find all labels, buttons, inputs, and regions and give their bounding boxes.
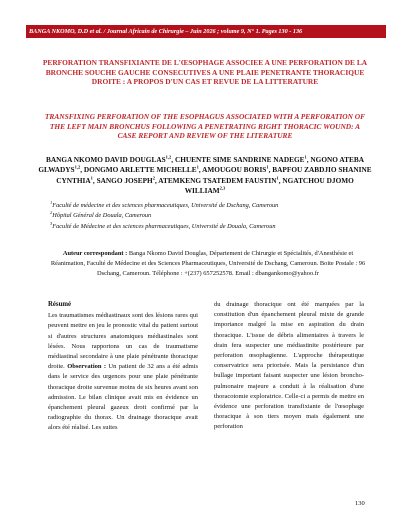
author-name: CHUENTE SIME SANDRINE NADEGE	[174, 155, 305, 164]
abstract-heading: Résumé	[48, 301, 72, 308]
observation-label: Observation :	[67, 363, 107, 371]
affiliation-text: Faculté de médecine et des sciences pharmaceutiques, Université de Dschang, Cameroun	[52, 202, 279, 209]
author-name: NGATCHOU DJOMO WILLIAM	[184, 175, 354, 195]
author-name: BAPFOU ZABDJIO SHANINE CYNTHIA	[56, 165, 372, 185]
page-number: 130	[355, 500, 365, 507]
affiliation-number: 1	[50, 199, 53, 205]
abstract-continuation: du drainage thoracique ont été marquées par la constitution d'un épanchement pleural mixte de grande importance malgré la mise en aspiration du drain thoracique. L'issue de débris alimentaires à travers le drain fera suspecter une médiastinite postérieure par perforation œsophagienne. L'approche thérapeutique conservatrice sera priorisée. Mais la persistance d'un bullage important faisant suspecter une lésion broncho-pulmonaire majeure a conduit à la réalisation d'une thoracotomie exploratrice. Celle-ci a permis de mettre en évidence une perforation transfixiante de l'œsophage thoracique à son tiers moyen mais également une perforation	[214, 301, 364, 431]
author-name: ATEMKENG TSATEDEM FAUSTIN	[158, 175, 277, 185]
author-separator: ,	[171, 155, 175, 164]
author-name: BANGA NKOMO DAVID DOUGLAS	[46, 155, 166, 164]
author-affiliation-marker: 1	[90, 175, 93, 181]
author-affiliation-marker: 1	[196, 164, 199, 170]
affiliation-number: 3	[50, 220, 53, 226]
affiliation-item	[50, 222, 370, 232]
affiliation-text: Faculté de Médecine et des sciences pharmaceutiques, Université de Douala, Cameroun	[52, 222, 276, 230]
author-affiliation-marker: 1,2	[165, 154, 172, 160]
author-affiliation-marker: 2,3	[219, 185, 226, 191]
author-affiliation-marker: 2	[152, 175, 155, 181]
author-separator: ,	[278, 175, 283, 185]
abstract-paragraph	[48, 311, 198, 433]
abstract-introduction: Les traumatismes médiastinaux sont des lésions rares qui peuvent mettre en jeu le pronostic vital du patient surtout si d'autres structures anatomiques médiastinales sont lésées. Nous rapportons un cas de traumatisme médiastinal secondaire à une plaie pénétrante thoracique droite.	[48, 312, 198, 371]
author-affiliation-marker: 1,2	[74, 164, 81, 170]
author-name: SANGO JOSEPH	[96, 175, 153, 185]
affiliation-number: 2	[50, 210, 53, 216]
corresponding-author-details: Banga Nkomo David Douglas, Département de Chirurgie et Spécialités, d'Anesthésie et Réanimation, Faculté de Médecine et des Sciences Pharmaceutiques, Université de Dschang, Cameroun. Boite Postale : 96 Dschang, Cameroun. Téléphone : +(237) 657252578. Email : dbangankomo@yahoo.fr	[50, 250, 366, 278]
author-separator: ,	[268, 165, 273, 175]
author-name: AMOUGOU BORIS	[202, 165, 267, 175]
abstract-left-column	[48, 300, 198, 434]
french-title: PERFORATION TRANSFIXIANTE DE L'ŒSOPHAGE ASSOCIEE A UNE PERFORATION DE LA BRONCHE SOUCHE GAUCHE CONSECUTIVES A UNE PLAIE PENETRANTE THORACIQUE DROITE : A PROPOS D'UN CAS ET REVUE DE LA LITTERATURE	[42, 58, 368, 87]
author-separator: ,	[198, 165, 203, 175]
author-separator: ,	[154, 175, 159, 185]
author-separator: ,	[306, 155, 311, 164]
affiliation-text: Hôpital Général de Douala, Cameroun	[52, 212, 152, 220]
affiliation-item	[50, 211, 370, 221]
observation-text: Un patient de 32 ans a été admis dans le service des urgences pour une plaie pénétrante thoracique droite survenue moins de six heures avant son admission. Le bilan clinique avait mis en évidence un épanchement pleural gazeux droit confirmé par la radiographie du thorax. Un drainage thoracique avait alors été réalisé. Les suites	[48, 363, 199, 432]
corresponding-author-label: Auteur correspondant :	[62, 250, 128, 257]
author-name: NGONO ATEBA GLWADYS	[38, 155, 364, 175]
affiliations	[50, 201, 370, 232]
author-affiliation-marker: 1	[276, 175, 279, 181]
author-affiliation-marker: 1	[266, 164, 269, 170]
affiliation-item	[50, 201, 370, 211]
author-affiliation-marker: 1	[304, 154, 307, 160]
author-name: DONGMO ARLETTE MICHELLE	[83, 165, 197, 175]
running-head: BANGA NKOMO, D.D et al. / Journal Africain de Chirurgie – Juin 2026 ; volume 9, N° 1. Pages 130 - 136	[26, 25, 386, 38]
author-list	[38, 155, 372, 196]
author-separator: ,	[80, 165, 84, 175]
author-separator: ,	[92, 175, 97, 185]
abstract-right-column	[214, 300, 364, 433]
english-title: TRANSFIXING PERFORATION OF THE ESOPHAGUS ASSOCIATED WITH A PERFORATION OF THE LEFT MAIN BRONCHUS FOLLOWING A PENETRATING RIGHT THORACIC WOUND: A CASE REPORT AND REVIEW OF THE LITERATURE	[44, 112, 366, 141]
corresponding-author	[48, 249, 368, 280]
